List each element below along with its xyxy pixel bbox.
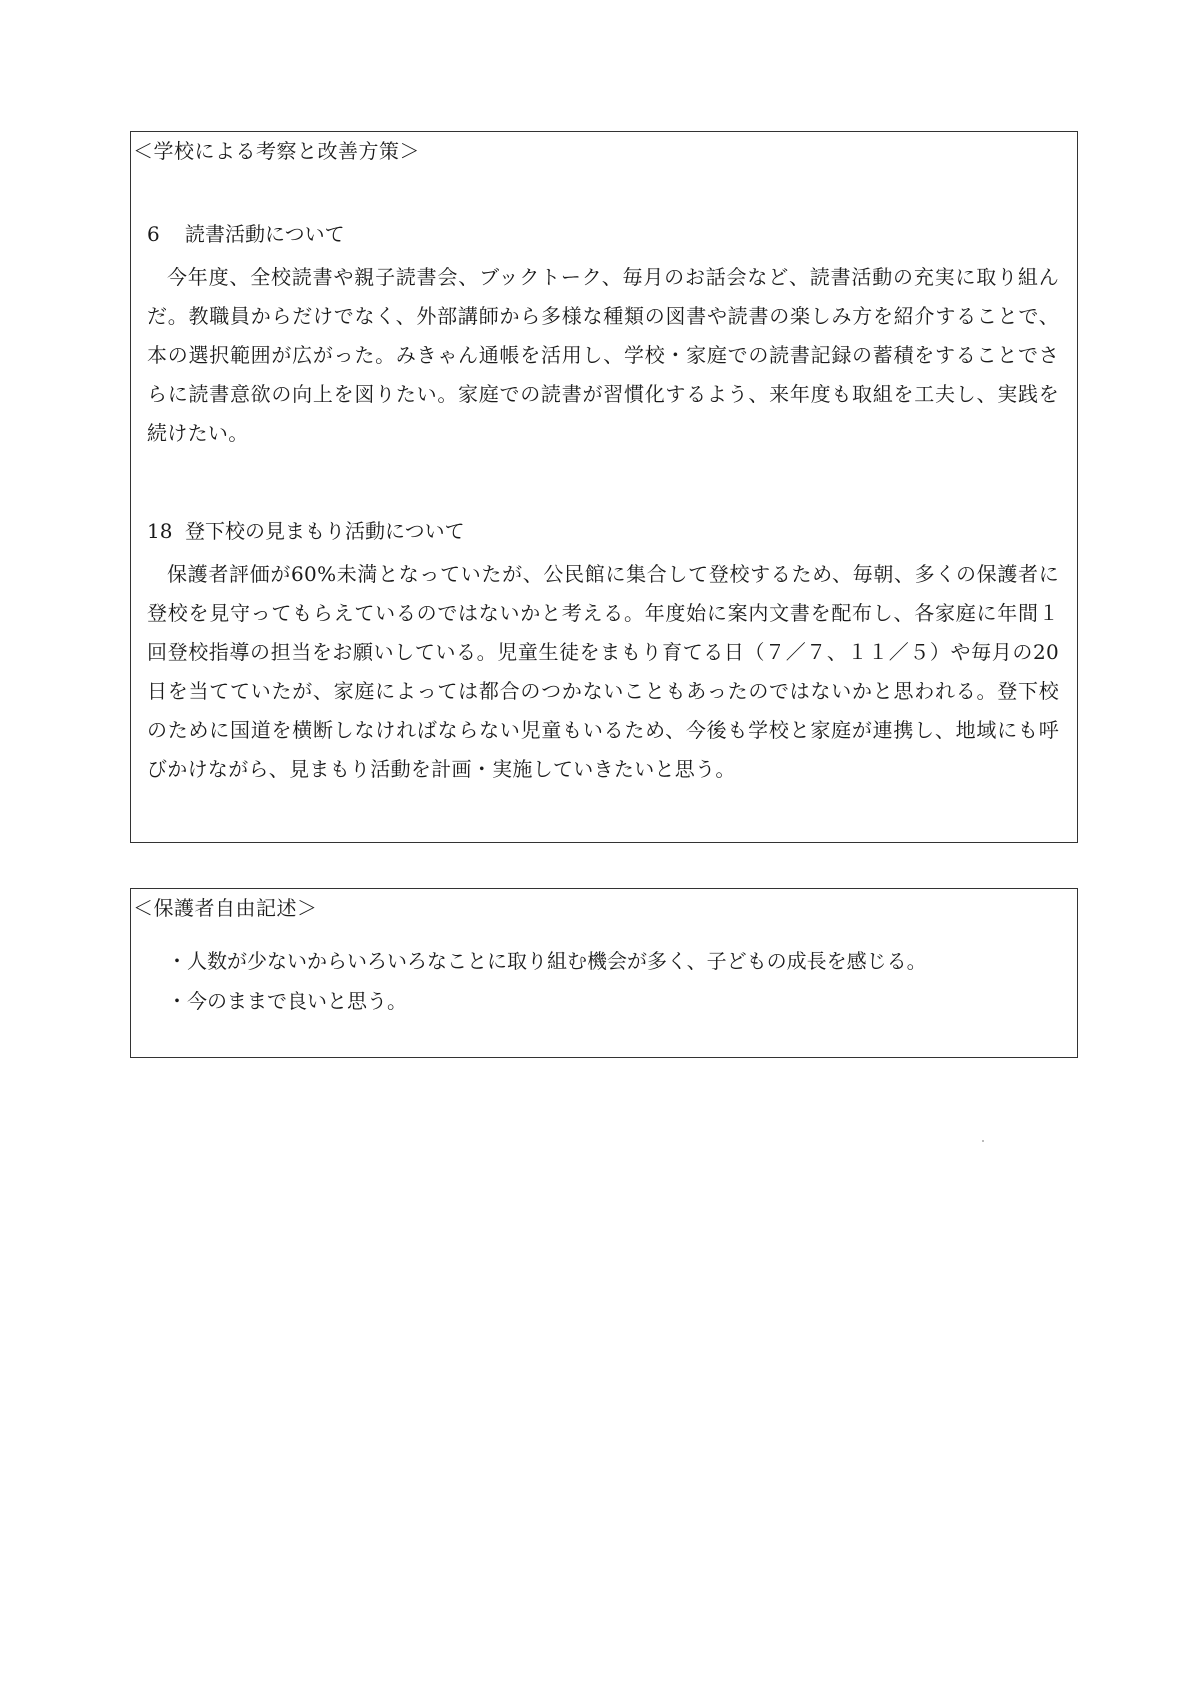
section-title-text: 読書活動について — [185, 222, 345, 246]
section-title — [147, 220, 1059, 248]
scan-speck — [982, 1140, 984, 1142]
parent-comments-box — [130, 888, 1078, 1058]
section-title-text: 登下校の見まもり活動について — [185, 519, 465, 543]
section-commute-watch — [147, 517, 1059, 789]
section-body: 今年度、全校読書や親子読書会、ブックトーク、毎月のお話会など、読書活動の充実に取り組んだ。教職員からだけでなく、外部講師から多様な種類の図書や読書の楽しみ方を紹介することで、本の選択範囲が広がった。みきゃん通帳を活用し、学校・家庭での読書記録の蓄積をすることでさらに読書意欲の向上を図りたい。家庭での読書が習慣化するよう、来年度も取組を工夫し、実践を続けたい。 — [147, 265, 1059, 445]
section-reading-activities — [147, 220, 1059, 453]
section-body: 保護者評価が60%未満となっていたが、公民館に集合して登校するため、毎朝、多くの保護者に登校を見守ってもらえているのではないかと考える。年度始に案内文書を配布し、各家庭に年間１回登校指導の担当をお願いしている。児童生徒をまもり育てる日（７／７、１１／５）や毎月の20日を当てていたが、家庭によっては都合のつかないこともあったのではないかと思われる。登下校のために国道を横断しなければならない児童もいるため、今後も学校と家庭が連携し、地域にも呼びかけながら、見まもり活動を計画・実施していきたいと思う。 — [147, 562, 1059, 781]
school-evaluation-box — [130, 131, 1078, 843]
section-title — [147, 517, 1059, 545]
school-evaluation-heading: ＜学校による考察と改善方策＞ — [133, 139, 420, 163]
parent-comments-list — [167, 941, 927, 1021]
list-item: ・人数が少ないからいろいろなことに取り組む機会が多く、子どもの成長を感じる。 — [167, 949, 927, 973]
section-number: 18 — [147, 519, 173, 543]
list-item: ・今のままで良いと思う。 — [167, 989, 407, 1013]
parent-comments-heading: ＜保護者自由記述＞ — [133, 896, 318, 920]
section-number: 6 — [147, 222, 160, 246]
